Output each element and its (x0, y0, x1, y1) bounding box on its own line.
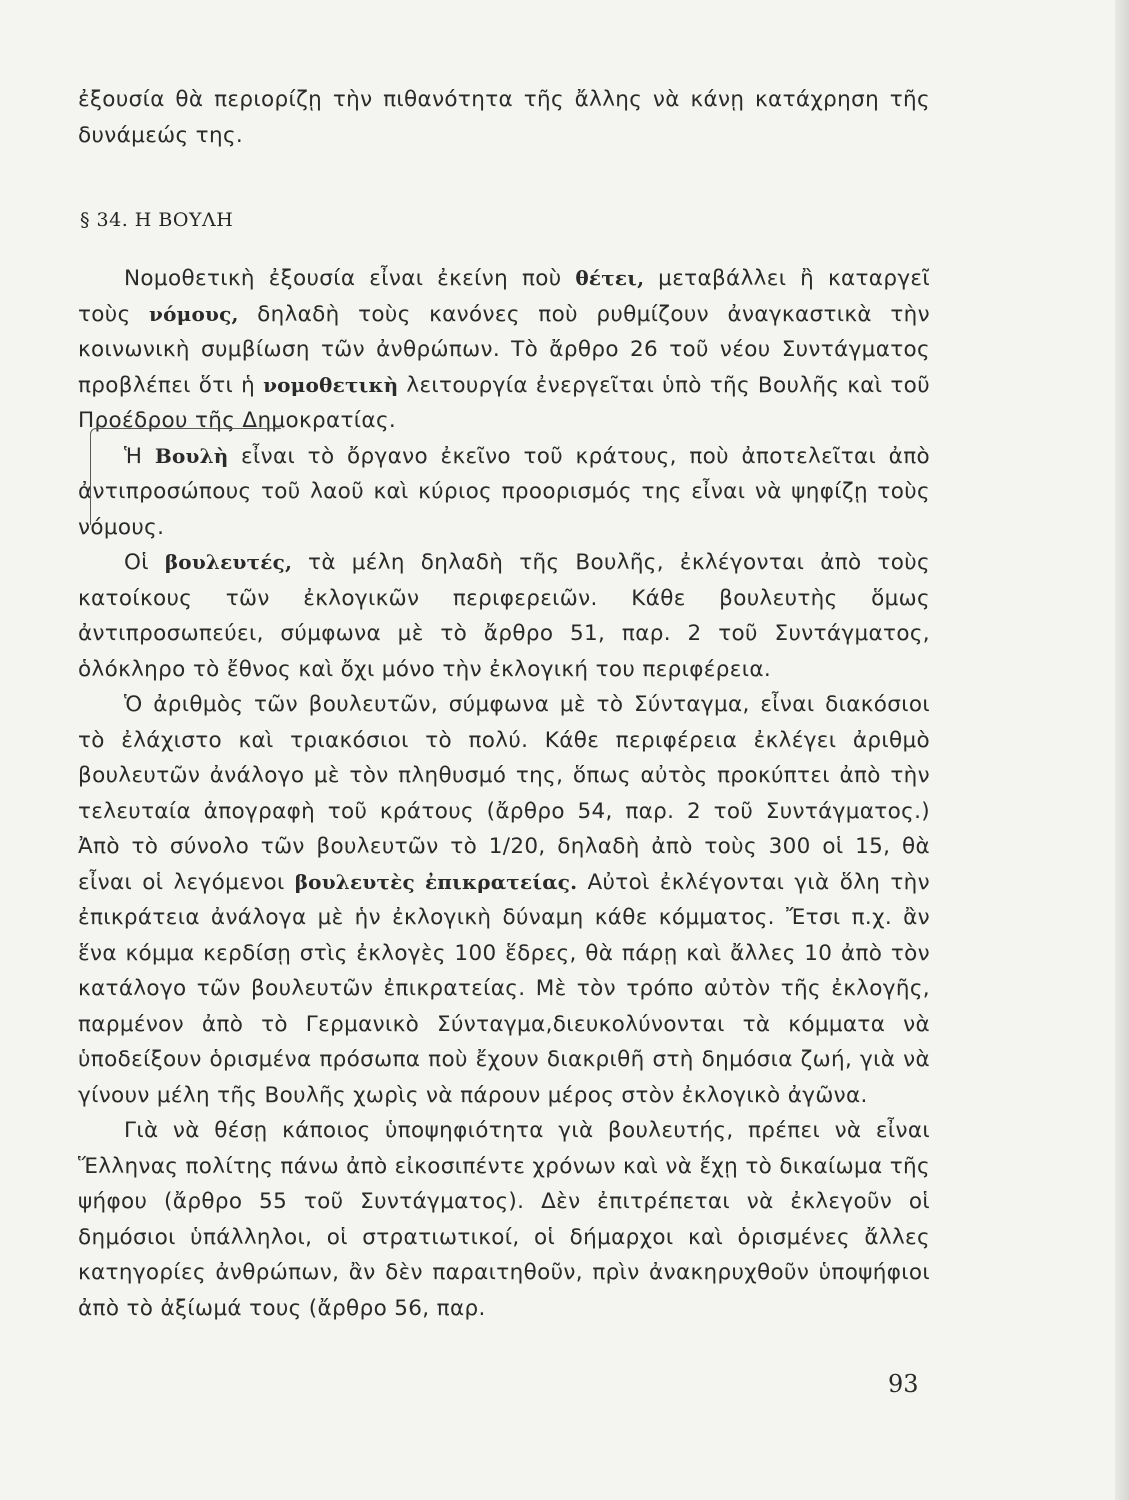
intro-paragraph: ἐξουσία θὰ περιορίζῃ τὴν πιθανότητα τῆς ἄλλης νὰ κάνῃ κατάχρηση τῆς δυνάμεώς της. (78, 87, 930, 148)
paragraph-candidacy: Γιὰ νὰ θέσῃ κάποιος ὑποψηφιότητα γιὰ βουλευτής, πρέπει νὰ εἶναι Ἕλληνας πολίτης πάνω ἀπὸ εἰκοσιπέντε χρόνων καὶ νὰ ἔχῃ τὸ δικαίωμα τῆς ψήφου (ἄρθρο 55 τοῦ Συντάγματος). Δὲν ἐπιτρέπεται νὰ ἐκλεγοῦν οἱ δημόσιοι ὑπάλληλοι, οἱ στρατιωτικοί, οἱ δήμαρχοι καὶ ὁρισμένες ἄλλες κατηγορίες ἀνθρώπων, ἂν δὲν παραιτηθοῦν, πρὶν ἀνακηρυχθοῦν ὑποψήφιοι ἀπὸ τὸ ἀξίωμά τους (ἄρθρο 56, παρ. (78, 1118, 930, 1321)
paragraph-parliament-definition: Ἡ Βουλὴ εἶναι τὸ ὄργανο ἐκεῖνο τοῦ κράτους, ποὺ ἀποτελεῖται ἀπὸ ἀντιπροσώπους τοῦ λαοῦ καὶ κύριος προορισμός της εἶναι νὰ ψηφίζῃ τοὺς νόμους. (78, 443, 931, 540)
paragraph-members: Οἱ βουλευτές, τὰ μέλη δηλαδὴ τῆς Βουλῆς, ἐκλέγονται ἀπὸ τοὺς κατοίκους τῶν ἐκλογικῶν περιφερειῶν. Κάθε βουλευτὴς ὅμως ἀντιπροσωπεύει, σύμφωνα μὲ τὸ ἄρθρο 51, παρ. 2 τοῦ Συντάγματος, ὁλόκληρο τὸ ἔθνος καὶ ὄχι μόνο τὴν ἐκλογική του περιφέρεια. (78, 550, 930, 682)
page-edge-shadow (1115, 0, 1129, 1500)
page-content (78, 82, 930, 1326)
paragraph-number-of-members: Ὁ ἀριθμὸς τῶν βουλευτῶν, σύμφωνα μὲ τὸ Σύνταγμα, εἶναι διακόσιοι τὸ ἐλάχιστο καὶ τριακόσιοι τὸ πολύ. Κάθε περιφέρεια ἐκλέγει ἀριθμὸ βουλευτῶν ἀνάλογο μὲ τὸν πληθυσμό της, ὅπως αὐτὸς προκύπτει ἀπὸ τὴν τελευταία ἀπογραφὴ τοῦ κράτους (ἄρθρο 54, παρ. 2 τοῦ Συντάγματος.) Ἀπὸ τὸ σύνολο τῶν βουλευτῶν τὸ 1/20, δηλαδὴ ἀπὸ τοὺς 300 οἱ 15, θὰ εἶναι οἱ λεγόμενοι βουλευτὲς ἐπικρατείας. Αὐτοὶ ἐκλέγονται γιὰ ὅλη τὴν ἐπικράτεια ἀνάλογα μὲ ἡν ἐκλογικὴ δύναμη κάθε κόμματος. Ἔτσι π.χ. ἂν ἕνα κόμμα κερδίσῃ στὶς ἐκλογὲς 100 ἕδρες, θὰ πάρῃ καὶ ἄλλες 10 ἀπὸ τὸν κατάλογο τῶν βουλευτῶν ἐπικρατείας. Μὲ τὸν τρόπο αὐτὸν τῆς ἐκλογῆς, παρμένον ἀπὸ τὸ Γερμανικὸ Σύνταγμα,διευκολύνονται τὰ κόμματα νὰ ὑποδείξουν ὁρισμένα πρόσωπα ποὺ ἔχουν διακριθῆ στὴ δημόσια ζωή, γιὰ νὰ γίνουν μέλη τῆς Βουλῆς χωρὶς νὰ πάρουν μέρος στὸν ἐκλογικὸ ἀγῶνα. (78, 692, 930, 1108)
page-number: 93 (888, 1370, 919, 1398)
section-heading: § 34. Η ΒΟΥΛΗ (80, 209, 234, 231)
bold-term: νόμους, (149, 301, 239, 326)
bold-term: βουλευτὲς ἐπικρατείας. (294, 869, 578, 894)
bold-term: νομοθετικὴ (263, 372, 399, 397)
bold-term: θέτει, (575, 266, 645, 290)
paragraph-legislative-power: Νομοθετικὴ ἐξουσία εἶναι ἐκείνη ποὺ θέτει, μεταβάλλει ἢ καταργεῖ τοὺς νόμους, δηλαδὴ τοὺς κανόνες ποὺ ρυθμίζουν ἀναγκαστικὰ τὴν κοινωνικὴ συμβίωση τῶν ἀνθρώπων. Τὸ ἄρθρο 26 τοῦ νέου Συντάγματος προβλέπει ὅτι ἡ νομοθετικὴ λειτουργία ἐνεργεῖται ὑπὸ τῆς Βουλῆς καὶ τοῦ Προέδρου τῆς Δημοκρατίας. (78, 266, 930, 433)
bold-term: βουλευτές, (164, 550, 293, 574)
bold-term: Βουλὴ (154, 443, 229, 468)
